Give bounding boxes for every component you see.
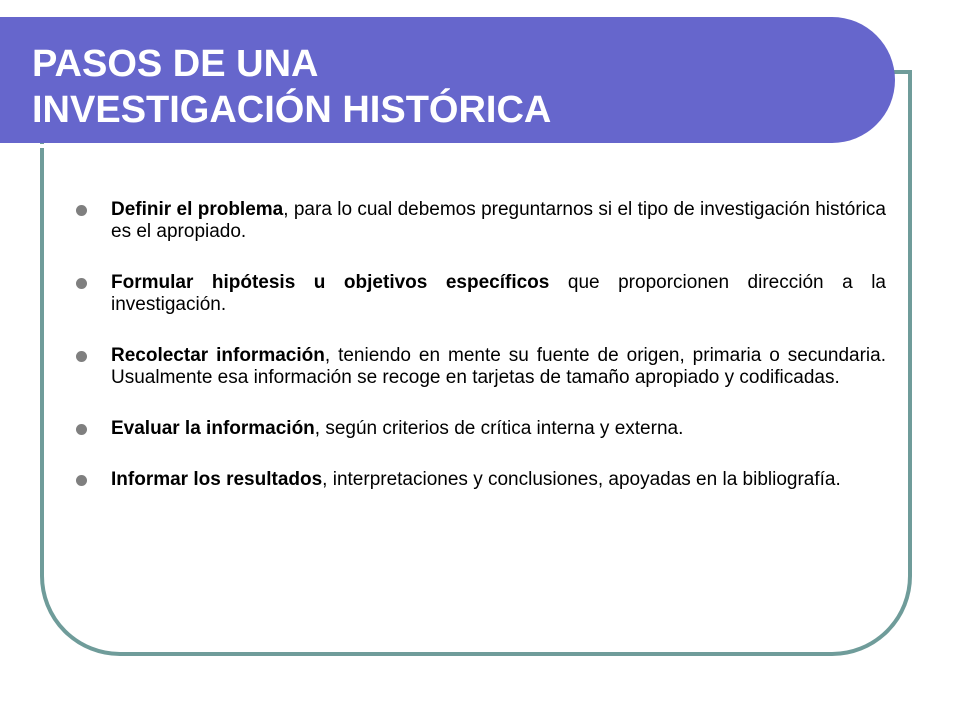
list-item bbox=[76, 199, 886, 243]
title-banner bbox=[0, 17, 895, 143]
list-item bbox=[76, 469, 886, 491]
step-description: , teniendo en mente su fuente de origen, primaria o secundaria. Usualmente esa información se recoge en tarjetas de tamaño apropiado y codificadas. bbox=[111, 345, 886, 388]
title-line-1: PASOS DE UNA bbox=[32, 43, 319, 85]
step-description: que proporcionen dirección a la investigación. bbox=[111, 272, 886, 315]
title-underline bbox=[32, 144, 848, 148]
bullet-icon bbox=[76, 424, 87, 435]
step-term: Recolectar información bbox=[111, 345, 325, 366]
bullet-icon bbox=[76, 278, 87, 289]
step-term: Informar los resultados bbox=[111, 469, 323, 490]
slide-content bbox=[76, 199, 886, 520]
bullet-icon bbox=[76, 351, 87, 362]
step-term: Formular hipótesis u objetivos específicos bbox=[111, 272, 550, 293]
title-line-2: INVESTIGACIÓN HISTÓRICA bbox=[32, 89, 552, 131]
list-item bbox=[76, 418, 886, 440]
step-description: , según criterios de crítica interna y externa. bbox=[314, 418, 684, 439]
step-term: Definir el problema bbox=[111, 199, 284, 220]
step-description: , interpretaciones y conclusiones, apoyadas en la bibliografía. bbox=[322, 469, 841, 490]
list-item bbox=[76, 345, 886, 389]
step-term: Evaluar la información bbox=[111, 418, 315, 439]
bullet-icon bbox=[76, 475, 87, 486]
slide-title bbox=[32, 41, 852, 133]
bullet-icon bbox=[76, 205, 87, 216]
list-item bbox=[76, 272, 886, 316]
step-description: , para lo cual debemos preguntarnos si el tipo de investigación histórica es el apropiado. bbox=[111, 199, 886, 242]
steps-list bbox=[76, 199, 886, 491]
